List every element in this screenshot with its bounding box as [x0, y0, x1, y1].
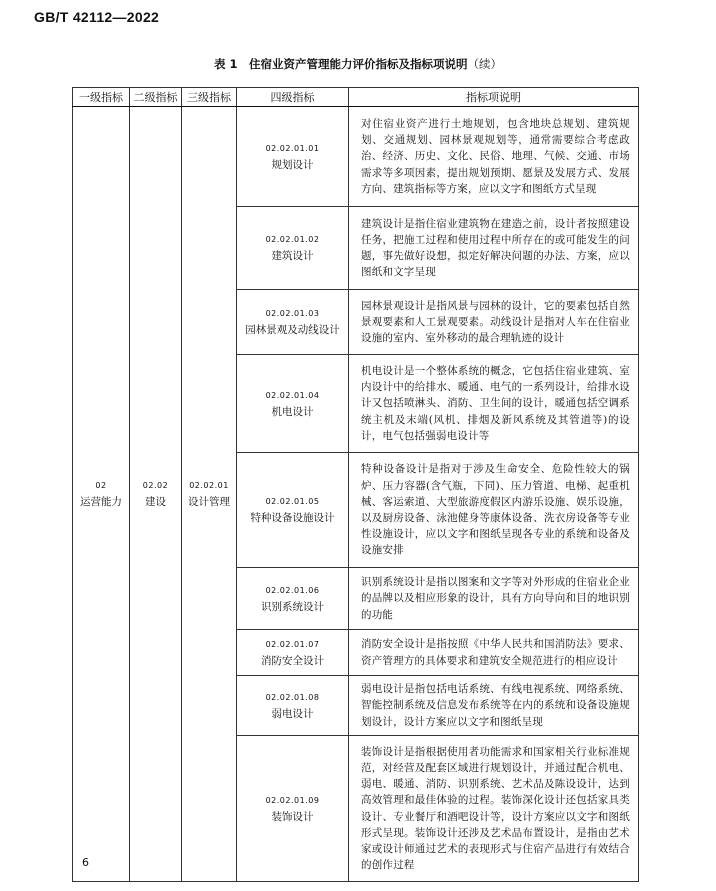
level4-code: 02.02.01.05 [265, 497, 320, 506]
level4-code: 02.02.01.09 [265, 795, 320, 805]
col-header-level3: 三级指标 [182, 88, 237, 107]
level4-code: 02.02.01.07 [265, 639, 320, 649]
standard-number: GB/T 42112—2022 [34, 9, 160, 25]
col-header-level4: 四级指标 [237, 88, 349, 107]
level4-name: 识别系统设计 [261, 600, 324, 613]
level4-cell [237, 736, 349, 882]
level4-cell [237, 207, 349, 290]
level4-cell [237, 630, 349, 676]
level3-cell [182, 107, 237, 882]
table-row [73, 107, 639, 207]
level4-name: 规划设计 [271, 158, 314, 171]
description-cell: 对住宿业资产进行土地规划，包含地块总规划、建筑规划、交通规划、园林景观规划等，通常需要综合考虑政治、经济、历史、文化、民俗、地理、气候、交通、市场需求等多项因素，提出规划预期、愿景及发展方式、发展方向、建筑指标等方案，应以文字和图纸方式呈现 [349, 107, 639, 207]
description-cell: 园林景观设计是指风景与园林的设计，它的要素包括自然景观要素和人工景观要素。动线设计是指对人车在住宿业设施的室内、室外移动的最合理轨迹的设计 [349, 290, 639, 355]
level4-code: 02.02.01.08 [265, 692, 320, 702]
level4-cell [237, 355, 349, 453]
page-number: 6 [82, 856, 89, 869]
description-cell: 弱电设计是指包括电话系统、有线电视系统、网络系统、智能控制系统及信息发布系统等在内的系统和设备设施规划设计，设计方案应以文字和图纸呈现 [349, 676, 639, 736]
col-header-description: 指标项说明 [349, 88, 639, 107]
description-cell: 建筑设计是指住宿业建筑物在建造之前，设计者按照建设任务，把施工过程和使用过程中所存在的或可能发生的问题，事先做好设想，拟定好解决问题的办法、方案，应以图纸和文字呈现 [349, 207, 639, 290]
table-title [0, 56, 716, 72]
description-cell: 装饰设计是指根据使用者功能需求和国家相关行业标准规范，对经营及配套区域进行规划设计，并通过配合机电、弱电、暖通、消防、识别系统、艺术品及陈设设计，达到高效管理和最佳体验的过程。装饰深化设计还包括家具类设计、专业餐厅和酒吧设计等，设计方案应以文字和图纸形式呈现。装饰设计还涉及艺术品布置设计，是指由艺术家或设计师通过艺术的表现形式与住宿产品进行有效结合的创作过程 [349, 736, 639, 882]
level4-code: 02.02.01.03 [265, 309, 320, 318]
level2-cell [130, 107, 182, 882]
level4-name: 弱电设计 [271, 707, 314, 720]
level4-cell [237, 290, 349, 355]
level1-code: 02 [95, 481, 107, 490]
level4-name: 装饰设计 [271, 810, 314, 823]
level4-cell [237, 568, 349, 630]
level4-code: 02.02.01.01 [265, 143, 320, 153]
description-cell: 机电设计是一个整体系统的概念，它包括住宿业建筑、室内设计中的给排水、暖通、电气的一系列设计，给排水设计又包括喷淋头、消防、卫生间的设计，暖通包括空调系统主机及末端(风机、排烟及新风系统及其管道等)的设计，电气包括强弱电设计等 [349, 355, 639, 453]
table-title-suffix: （续） [467, 57, 502, 71]
level4-name: 园林景观及动线设计 [245, 324, 340, 336]
level4-name: 特种设备设施设计 [250, 512, 335, 524]
level1-name: 运营能力 [80, 496, 122, 508]
level4-cell [237, 676, 349, 736]
level3-name: 设计管理 [188, 496, 230, 508]
level4-name: 建筑设计 [271, 250, 314, 262]
level4-name: 消防安全设计 [261, 654, 324, 667]
level4-code: 02.02.01.06 [265, 585, 320, 595]
description-cell: 消防安全设计是指按照《中华人民共和国消防法》要求、资产管理方的具体要求和建筑安全规范进行的相应设计 [349, 630, 639, 676]
level2-name: 建设 [145, 496, 166, 508]
level4-cell [237, 107, 349, 207]
table-title-main: 表 1 住宿业资产管理能力评价指标及指标项说明 [213, 57, 468, 71]
level4-cell [237, 453, 349, 568]
level4-code: 02.02.01.04 [265, 390, 320, 400]
description-cell: 识别系统设计是指以图案和文字等对外形成的住宿业企业的品牌以及相应形象的设计，具有方向导向和目的地识别的功能 [349, 568, 639, 630]
col-header-level2: 二级指标 [130, 88, 182, 107]
level1-cell [73, 107, 130, 882]
indicator-table [72, 87, 639, 882]
table-header-row [73, 88, 639, 107]
level3-code: 02.02.01 [189, 481, 229, 490]
level4-name: 机电设计 [271, 405, 314, 418]
col-header-level1: 一级指标 [73, 88, 130, 107]
level2-code: 02.02 [142, 481, 169, 490]
description-cell: 特种设备设计是指对于涉及生命安全、危险性较大的锅炉、压力容器(含气瓶，下同)、压力管道、电梯、起重机械、客运索道、大型旅游度假区内游乐设施、娱乐设施，以及厨房设备、泳池健身等康体设备、洗衣房设备等专业性设施设计，应以文字和图纸呈现各专业的系统和设备及设施安排 [349, 453, 639, 568]
level4-code: 02.02.01.02 [265, 235, 320, 244]
